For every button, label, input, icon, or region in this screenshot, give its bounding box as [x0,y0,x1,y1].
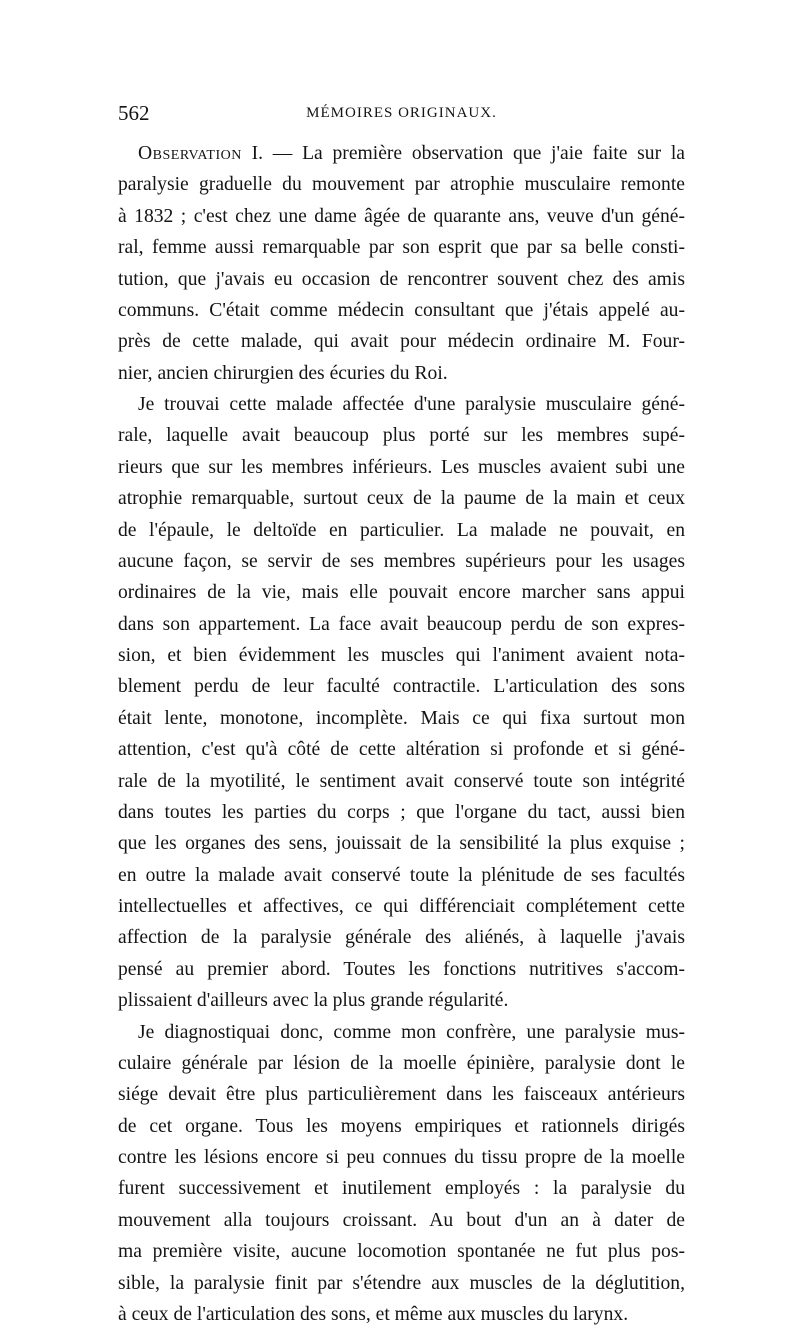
text-line: attention, c'est qu'à côté de cette altération si profonde et si géné- [118,734,685,765]
text-line: pensé au premier abord. Toutes les fonctions nutritives s'accom- [118,954,685,985]
text-line: plissaient d'ailleurs avec la plus grande régularité. [118,985,685,1016]
page-number: 562 [118,98,150,128]
text-line: communs. C'était comme médecin consultant que j'étais appelé au- [118,295,685,326]
text-line: près de cette malade, qui avait pour médecin ordinaire M. Four- [118,326,685,357]
text-line: ordinaires de la vie, mais elle pouvait encore marcher sans appui [118,577,685,608]
running-title: MÉMOIRES ORIGINAUX. [118,98,685,128]
text-line: furent successivement et inutilement employés : la paralysie du [118,1173,685,1204]
text-line: Je trouvai cette malade affectée d'une paralysie musculaire géné- [118,389,685,420]
text-line: de cet organe. Tous les moyens empiriques et rationnels dirigés [118,1111,685,1142]
text-line: Je diagnostiquai donc, comme mon confrère, une paralysie mus- [118,1017,685,1048]
text-line: mouvement alla toujours croissant. Au bout d'un an à dater de [118,1205,685,1236]
text-line: de l'épaule, le deltoïde en particulier. La malade ne pouvait, en [118,515,685,546]
text-line: blement perdu de leur faculté contractile. L'articulation des sons [118,671,685,702]
text-line: atrophie remarquable, surtout ceux de la paume de la main et ceux [118,483,685,514]
text-line: ral, femme aussi remarquable par son esprit que par sa belle consti- [118,232,685,263]
text-line: nier, ancien chirurgien des écuries du Roi. [118,358,685,389]
text-line: que les organes des sens, jouissait de la sensibilité la plus exquise ; [118,828,685,859]
paragraph [118,389,685,1017]
text-line: dans toutes les parties du corps ; que l'organe du tact, aussi bien [118,797,685,828]
text-line: rale de la myotilité, le sentiment avait conservé toute son intégrité [118,766,685,797]
text-line: sion, et bien évidemment les muscles qui l'animent avaient nota- [118,640,685,671]
text-line: culaire générale par lésion de la moelle épinière, paralysie dont le [118,1048,685,1079]
text-line: contre les lésions encore si peu connues du tissu propre de la moelle [118,1142,685,1173]
text-line: aucune façon, se servir de ses membres supérieurs pour les usages [118,546,685,577]
paragraph [118,138,685,389]
text-line: à 1832 ; c'est chez une dame âgée de quarante ans, veuve d'un géné- [118,201,685,232]
paragraph [118,1017,685,1330]
text-line: ma première visite, aucune locomotion spontanée ne fut plus pos- [118,1236,685,1267]
text-line: Observation I. — La première observation que j'aie faite sur la [118,138,685,169]
text-line: rieurs que sur les membres inférieurs. Les muscles avaient subi une [118,452,685,483]
text-line: paralysie graduelle du mouvement par atrophie musculaire remonte [118,169,685,200]
body-text [118,138,685,1330]
text-line: intellectuelles et affectives, ce qui différenciait complétement cette [118,891,685,922]
text-line: à ceux de l'articulation des sons, et même aux muscles du larynx. [118,1299,685,1330]
text-line: rale, laquelle avait beaucoup plus porté sur les membres supé- [118,420,685,451]
text-line: affection de la paralysie générale des aliénés, à laquelle j'avais [118,922,685,953]
text-line: était lente, monotone, incomplète. Mais ce qui fixa surtout mon [118,703,685,734]
observation-lead: Observation [138,143,242,164]
text-line: tution, que j'avais eu occasion de rencontrer souvent chez des amis [118,264,685,295]
text-line: sible, la paralysie finit par s'étendre aux muscles de la déglutition, [118,1268,685,1299]
page-header [118,98,685,128]
text-line: siége devait être plus particulièrement dans les faisceaux antérieurs [118,1079,685,1110]
text-line: en outre la malade avait conservé toute la plénitude de ses facultés [118,860,685,891]
text-line: dans son appartement. La face avait beaucoup perdu de son expres- [118,609,685,640]
